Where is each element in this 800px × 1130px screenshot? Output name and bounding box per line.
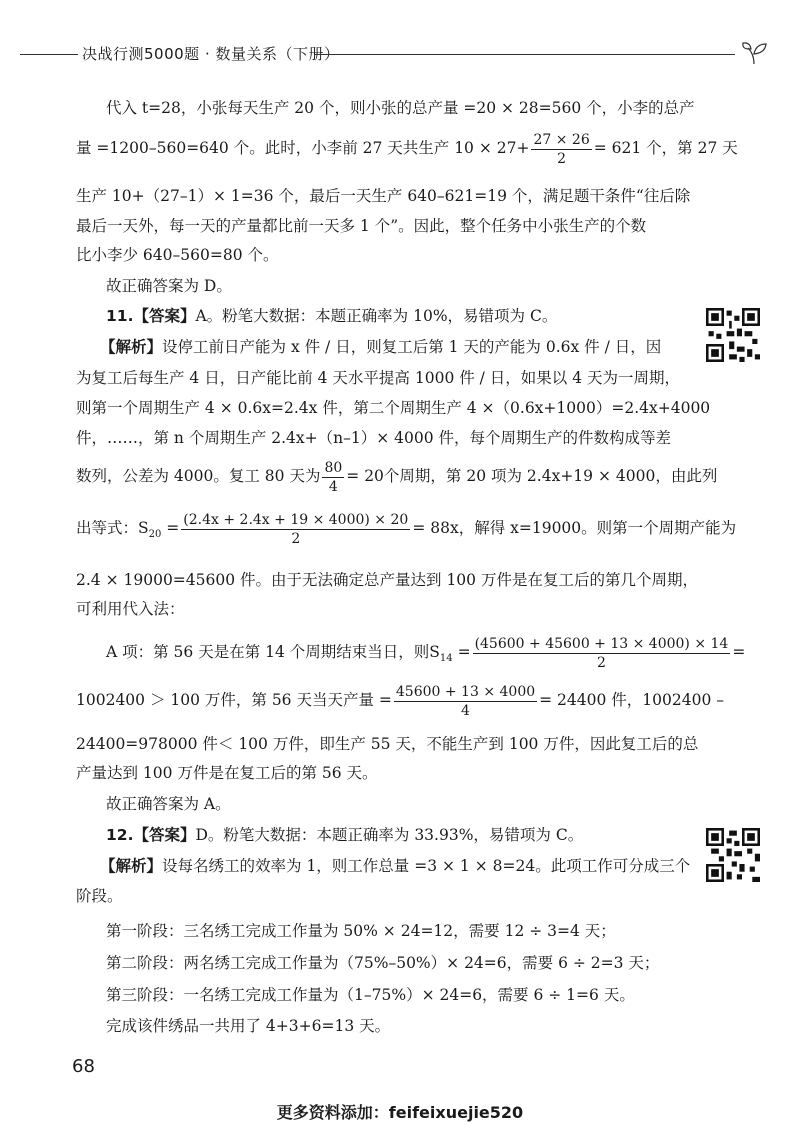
page-header	[0, 40, 800, 70]
text-line-25: 第二阶段：两名绣工完成工作量为（75%–50%）× 24=6，需要 6 ÷ 2=3 天；	[106, 954, 660, 972]
leaf-icon	[740, 40, 770, 66]
subscript: 20	[148, 529, 162, 541]
text-segment: 数列，公差为 4000。复工 80 天为	[76, 467, 321, 485]
text-line-20: 故正确答案为 A。	[106, 795, 231, 813]
header-rule-right	[315, 54, 735, 55]
fraction-numerator: (2.4x + 2.4x + 19 × 4000) × 20	[183, 511, 409, 528]
book-title: 决战行测5000题 · 数量关系（下册）	[82, 45, 340, 63]
text-line-19: 产量达到 100 万件是在复工后的第 56 天。	[76, 764, 378, 782]
analysis-label: 【解析】	[100, 338, 163, 356]
text-line-2	[76, 130, 738, 168]
text-segment: 设停工前日产能为 x 件 / 日，则复工后第 1 天的产能为 0.6x 件 / 日，因	[162, 338, 662, 356]
text-segment: 量 =1200–560=640 个。此时，小李前 27 天共生产 10 × 27+	[76, 139, 530, 157]
text-line-4: 最后一天外，每一天的产量都比前一天多 1 个”。因此，整个任务中小张生产的个数	[76, 217, 647, 235]
text-line-5: 比小李少 640–560=80 个。	[76, 246, 279, 264]
text-line-10: 则第一个周期生产 4 × 0.6x=2.4x 件，第二个周期生产 4 ×（0.6x+1000）=2.4x+4000	[76, 399, 711, 417]
fraction	[181, 511, 410, 548]
text-segment: A 项：第 56 天是在第 14 个周期结束当日，则S	[106, 643, 440, 661]
text-line-1: 代入 t=28，小张每天生产 20 个，则小张的总产量 =20 × 28=560 个，小李的总产	[106, 99, 695, 117]
subscript: 14	[439, 653, 453, 665]
text-line-13	[76, 510, 736, 553]
text-line-18: 24400=978000 件＜ 100 万件，即生产 55 天，不能生产到 100 万件，因此复工后的总	[76, 735, 699, 753]
footer-note: 更多资料添加：feifeixuejie520	[276, 1103, 524, 1122]
text-line-14: 2.4 × 19000=45600 件。由于无法确定总产量达到 100 万件是在复工后的第几个周期，	[76, 571, 698, 589]
fraction-denominator: 2	[557, 150, 567, 167]
text-segment: =	[732, 643, 746, 661]
text-segment: = 88x，解得 x=19000。则第一个周期产能为	[412, 519, 737, 537]
fraction-numerator: 27 × 26	[533, 131, 590, 148]
text-line-27: 完成该件绣品一共用了 4+3+6=13 天。	[106, 1017, 391, 1035]
text-segment: D。粉笔大数据：本题正确率为 33.93%，易错项为 C。	[195, 826, 584, 844]
header-rule-left	[20, 54, 78, 55]
text-line-24: 第一阶段：三名绣工完成工作量为 50% × 24=12，需要 12 ÷ 3=4 天；	[106, 922, 616, 940]
text-line-16	[106, 634, 745, 677]
answer-label: 11.【答案】	[106, 307, 196, 325]
fraction-denominator: 2	[291, 530, 301, 547]
fraction-denominator: 4	[328, 478, 338, 495]
text-segment: =	[161, 519, 180, 537]
text-line-12	[76, 458, 717, 496]
text-line-17	[76, 682, 724, 720]
text-segment: 1002400 ＞ 100 万件，第 56 天当天产量 =	[76, 691, 392, 709]
fraction-numerator: (45600 + 45600 + 13 × 4000) × 14	[474, 635, 729, 652]
text-segment: = 24400 件，1002400 –	[539, 691, 724, 709]
qr-code-icon	[706, 828, 760, 882]
text-line-3: 生产 10+（27–1）× 1=36 个，最后一天生产 640–621=19 个，满足题干条件“往后除	[76, 187, 691, 205]
analysis-11	[100, 337, 661, 357]
fraction-numerator: 45600 + 13 × 4000	[395, 683, 536, 700]
answer-12	[106, 825, 583, 845]
page-number: 68	[72, 1056, 95, 1077]
text-line-6: 故正确答案为 D。	[106, 277, 232, 295]
text-line-26: 第三阶段：一名绣工完成工作量为（1–75%）× 24=6，需要 6 ÷ 1=6 天。	[106, 986, 635, 1004]
fraction	[394, 683, 537, 720]
fraction-numerator: 80	[324, 459, 343, 476]
analysis-12	[100, 856, 690, 876]
answer-label: 12.【答案】	[106, 826, 196, 844]
fraction-denominator: 4	[461, 702, 470, 719]
text-segment: A。粉笔大数据：本题正确率为 10%，易错项为 C。	[195, 307, 558, 325]
answer-11	[106, 306, 557, 326]
text-line-15: 可利用代入法：	[76, 600, 185, 618]
fraction	[473, 635, 731, 672]
text-segment: = 20个周期，第 20 项为 2.4x+19 × 4000，由此列	[346, 467, 718, 485]
text-segment: = 621 个，第 27 天	[593, 139, 738, 157]
analysis-label: 【解析】	[100, 857, 163, 875]
fraction-denominator: 2	[596, 654, 606, 671]
text-line-23: 阶段。	[76, 887, 123, 905]
fraction	[322, 459, 344, 496]
text-segment: =	[452, 643, 471, 661]
text-segment: 设每名绣工的效率为 1，则工作总量 =3 × 1 × 8=24。此项工作可分成三个	[162, 857, 691, 875]
text-line-11: 件，……，第 n 个周期生产 2.4x+（n–1）× 4000 件，每个周期生产的件数构成等差	[76, 429, 672, 447]
fraction	[531, 131, 591, 168]
qr-code-icon	[706, 308, 760, 362]
text-segment: 出等式：S	[76, 519, 149, 537]
text-line-9: 为复工后每生产 4 日，日产能比前 4 天水平提高 1000 件 / 日，如果以 4 天为一周期，	[76, 369, 681, 387]
